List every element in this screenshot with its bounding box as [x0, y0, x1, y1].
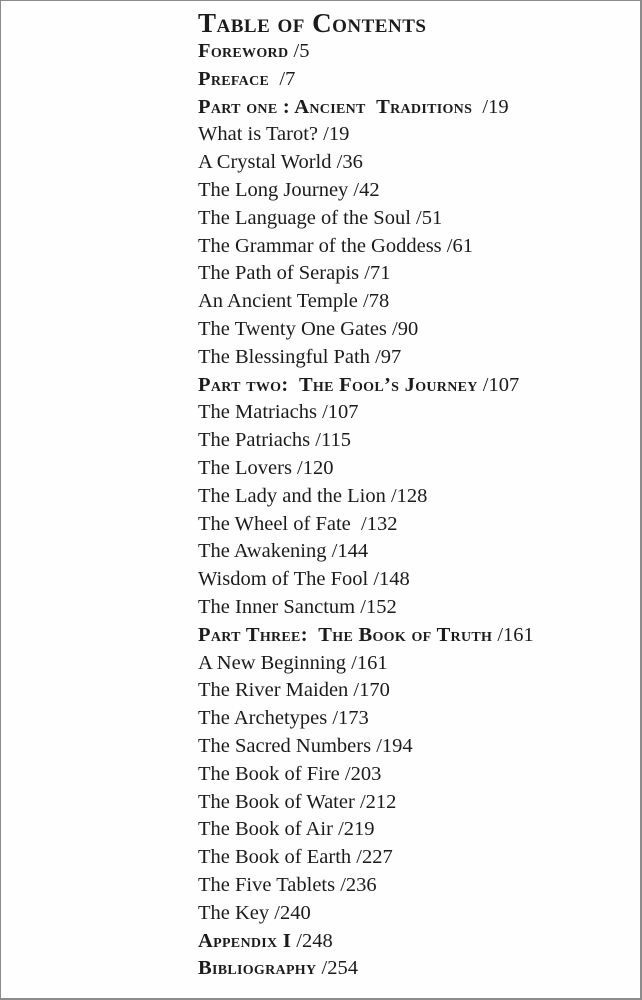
toc-entry-page: /173	[327, 707, 369, 730]
toc-entry-page: /7	[269, 67, 296, 90]
toc-entry	[198, 761, 630, 789]
toc-entry-page: /128	[385, 484, 428, 507]
toc-entry	[198, 344, 630, 372]
toc-entry-page: /254	[316, 957, 358, 980]
toc-entry-label: Part one : Ancient Traditions	[198, 95, 473, 118]
toc-entry-label: The Book of Air	[198, 818, 333, 841]
page-title: Table of Contents	[198, 8, 427, 38]
toc-entry	[198, 594, 630, 622]
toc-entry-label: The Patriachs	[198, 429, 311, 452]
toc-list	[198, 38, 630, 983]
toc-entry-label: The Key	[198, 901, 270, 924]
toc-entry-page: /203	[339, 762, 382, 785]
toc-entry	[198, 538, 630, 566]
toc-entry-label: The Book of Earth	[198, 846, 352, 869]
toc-entry-label: Appendix I	[198, 929, 292, 952]
toc-entry-label: An Ancient Temple	[198, 290, 358, 313]
toc-entry-label: The River Maiden	[198, 679, 349, 702]
toc-entry	[198, 38, 630, 66]
toc-entry	[198, 455, 630, 483]
toc-entry	[198, 650, 630, 678]
toc-entry-page: /170	[348, 679, 390, 702]
toc-entry-page: /97	[369, 345, 402, 368]
toc-entry-page: /120	[291, 456, 334, 479]
toc-entry-page: /152	[355, 595, 397, 618]
toc-entry	[198, 844, 630, 872]
toc-entry	[198, 233, 630, 261]
toc-entry	[198, 566, 630, 594]
toc-entry-page: /219	[332, 818, 375, 841]
toc-entry-page: /107	[477, 373, 520, 396]
toc-entry-page: /78	[357, 290, 390, 313]
toc-entry-label: The Lady and the Lion	[198, 484, 386, 507]
toc-entry-label: The Awakening	[198, 540, 327, 563]
toc-entry-page: /212	[354, 790, 397, 813]
toc-entry-label: The Blessingful Path	[198, 345, 370, 368]
toc-entry-label: What is Tarot?	[198, 123, 319, 146]
toc-entry-label: The Language of the Soul	[198, 206, 411, 229]
toc-entry-page: /51	[410, 206, 443, 229]
toc-entry-page: /236	[335, 873, 377, 896]
toc-entry	[198, 177, 630, 205]
toc-entry	[198, 288, 630, 316]
toc-entry	[198, 900, 630, 928]
toc-entry-page: /42	[348, 178, 380, 201]
toc-entry-page: /36	[331, 151, 363, 174]
toc-entry-label: Part two: The Fool’s Journey	[198, 373, 478, 396]
toc-entry	[198, 94, 630, 122]
toc-entry-page: /161	[492, 623, 534, 646]
toc-entry	[198, 705, 630, 733]
toc-entry-label: The Archetypes	[198, 707, 328, 730]
toc-entry	[198, 733, 630, 761]
toc-entry-label: Preface	[198, 67, 270, 90]
toc-entry-page: /19	[318, 123, 350, 146]
toc-entry-page: /227	[351, 846, 393, 869]
toc-entry-page: /144	[326, 540, 369, 563]
toc-entry-label: A New Beginning	[198, 651, 347, 674]
toc-entry-page: /61	[441, 234, 473, 257]
toc-entry-label: The Book of Water	[198, 790, 355, 813]
toc-entry	[198, 622, 630, 650]
toc-entry-page: /5	[288, 40, 310, 62]
toc-entry-label: Part Three: The Book of Truth	[198, 623, 493, 646]
toc-entry-page: /248	[291, 929, 333, 952]
toc-entry-label: The Five Tablets	[198, 873, 336, 896]
toc-entry	[198, 677, 630, 705]
toc-entry-page: /194	[371, 734, 413, 757]
toc-entry	[198, 260, 630, 288]
toc-entry-page: /107	[316, 401, 359, 424]
toc-entry-page: /132	[350, 512, 398, 535]
toc-entry	[198, 511, 630, 539]
toc-entry-label: The Matriachs	[198, 401, 317, 424]
toc-entry-label: The Lovers	[198, 456, 292, 479]
toc-entry	[198, 66, 630, 94]
toc-entry	[198, 427, 630, 455]
toc-entry-page: /161	[346, 651, 388, 674]
toc-entry	[198, 872, 630, 900]
toc-entry	[198, 121, 630, 149]
toc-entry-label: The Inner Sanctum	[198, 595, 356, 618]
toc-entry-label: The Twenty One Gates	[198, 317, 387, 340]
toc-entry-label: Wisdom of The Fool	[198, 568, 369, 591]
toc-entry-label: Foreword	[198, 40, 289, 62]
toc-entry-page: /19	[472, 95, 509, 118]
toc-entry	[198, 316, 630, 344]
toc-entry-label: The Long Journey	[198, 178, 349, 201]
toc-entry	[198, 928, 630, 956]
toc-entry	[198, 149, 630, 177]
toc-entry	[198, 372, 630, 400]
toc-entry-label: Bibliography	[198, 957, 317, 980]
toc-entry	[198, 789, 630, 817]
toc-entry-label: The Sacred Numbers	[198, 734, 372, 757]
toc-entry	[198, 483, 630, 511]
toc-entry-label: The Path of Serapis	[198, 262, 360, 285]
toc-entry	[198, 205, 630, 233]
toc-entry-page: /71	[359, 262, 391, 285]
toc-entry-page: /90	[386, 317, 419, 340]
toc-entry-label: The Wheel of Fate	[198, 512, 351, 535]
toc-entry-page: /240	[269, 901, 311, 924]
toc-entry-label: The Book of Fire	[198, 762, 340, 785]
toc-entry	[198, 816, 630, 844]
toc-entry	[198, 399, 630, 427]
toc-entry-page: /148	[368, 568, 410, 591]
toc-entry-label: A Crystal World	[198, 151, 332, 174]
toc-entry-label: The Grammar of the Goddess	[198, 234, 442, 257]
toc-entry	[198, 955, 630, 983]
toc-entry-page: /115	[310, 429, 351, 452]
